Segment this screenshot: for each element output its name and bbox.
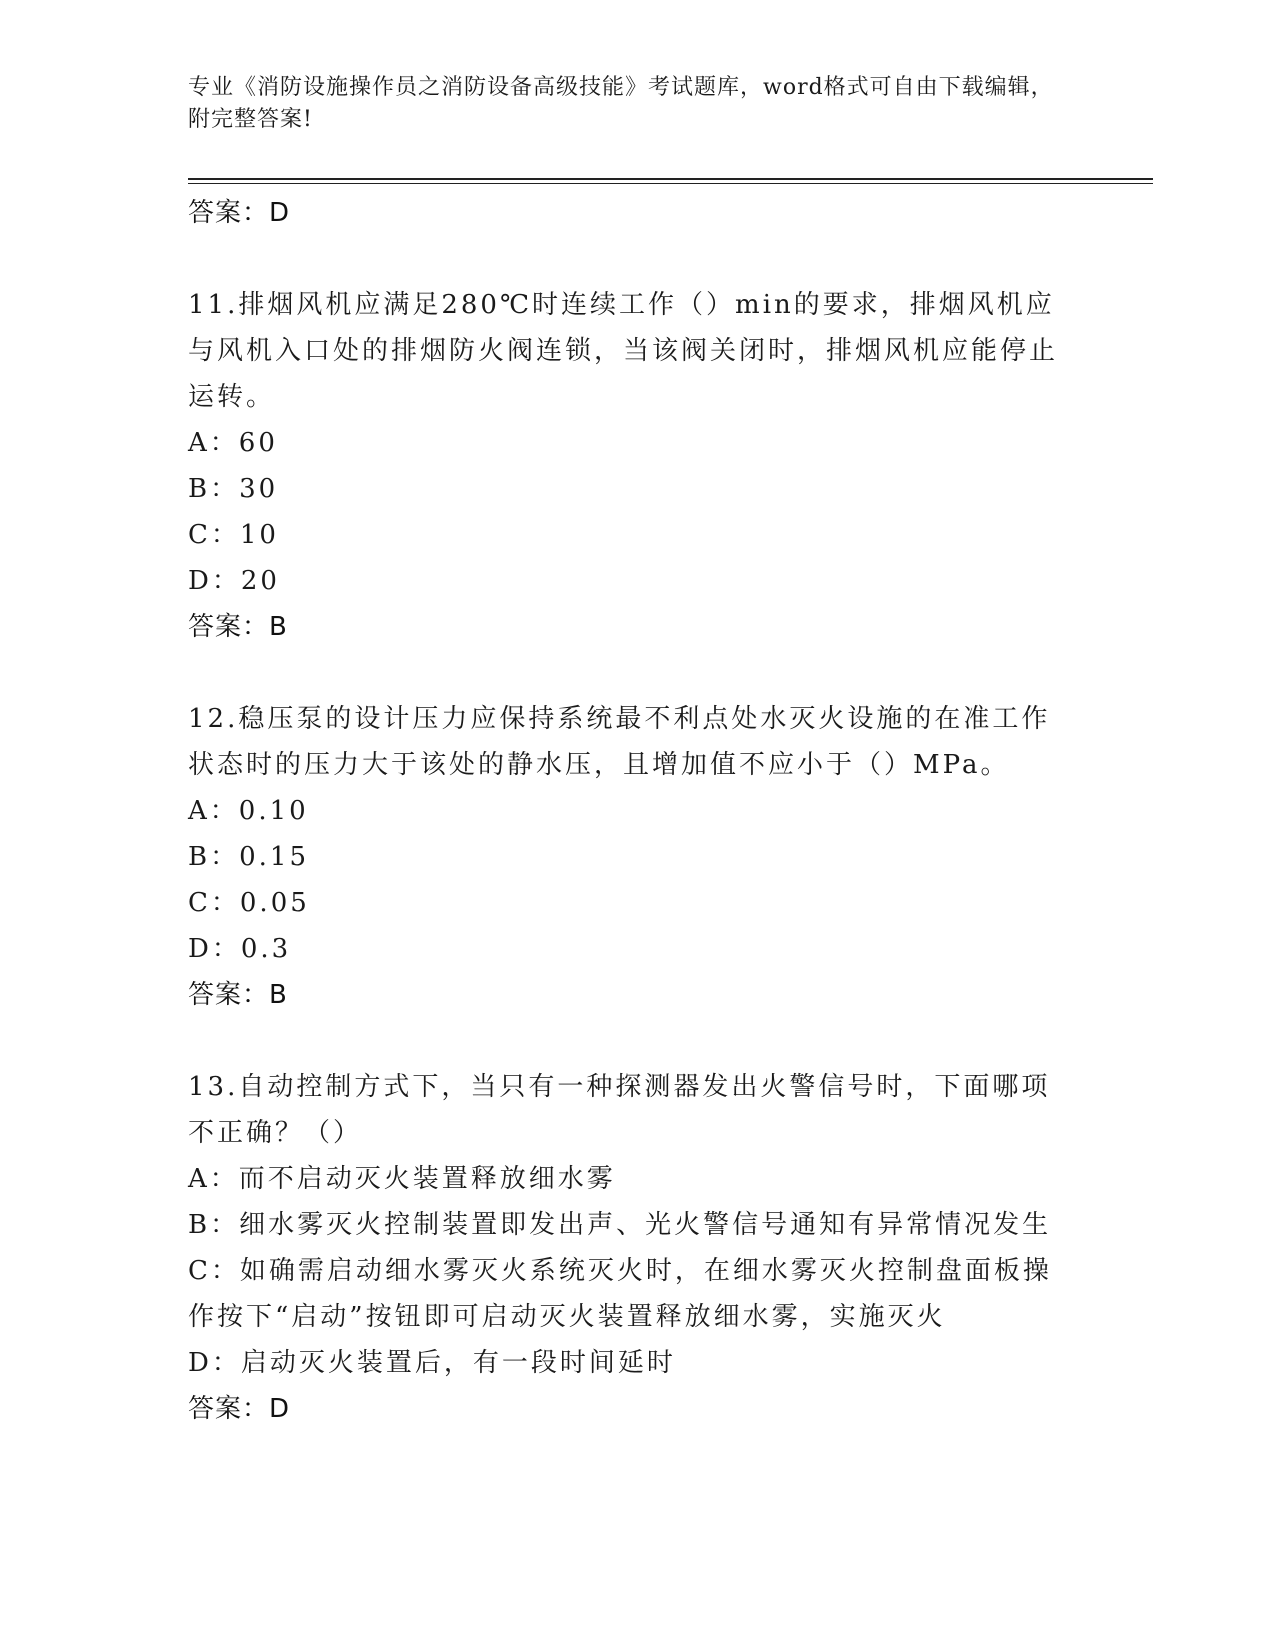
option-c: C：10	[188, 520, 279, 550]
option-a: A：60	[188, 428, 278, 458]
spacer	[188, 650, 1078, 696]
option-b: B：30	[188, 474, 279, 504]
question-12	[188, 696, 1078, 1018]
question-11	[188, 282, 1078, 650]
option-b: B：细水雾灭火控制装置即发出声、光火警信号通知有异常情况发生	[188, 1210, 1052, 1240]
option-a: A：0.10	[188, 796, 309, 826]
question-stem: 11.排烟风机应满足280℃时连续工作（）min的要求，排烟风机应与风机入口处的排烟防火阀连锁，当该阀关闭时，排烟风机应能停止运转。	[188, 290, 1059, 412]
option-d: D：0.3	[188, 934, 292, 964]
question-answer: 答案：B	[188, 980, 288, 1010]
option-d: D：20	[188, 566, 280, 596]
spacer	[188, 236, 1078, 282]
header-divider	[188, 178, 1153, 184]
option-b: B：0.15	[188, 842, 309, 872]
previous-answer: 答案：D	[188, 198, 291, 228]
document-header: 专业《消防设施操作员之消防设备高级技能》考试题库，word格式可自由下载编辑，附完整答案!	[188, 75, 1054, 132]
question-answer: 答案：B	[188, 612, 288, 642]
option-a: A：而不启动灭火装置释放细水雾	[188, 1164, 616, 1194]
question-stem: 12.稳压泵的设计压力应保持系统最不利点处水灭火设施的在准工作状态时的压力大于该处的静水压，且增加值不应小于（）MPa。	[188, 704, 1051, 780]
option-d: D：启动灭火装置后，有一段时间延时	[188, 1348, 676, 1378]
question-stem: 13.自动控制方式下，当只有一种探测器发出火警信号时，下面哪项不正确？（）	[188, 1072, 1051, 1148]
question-list	[188, 190, 1078, 1432]
spacer	[188, 1018, 1078, 1064]
question-13	[188, 1064, 1078, 1432]
option-c: C：0.05	[188, 888, 310, 918]
option-c: C：如确需启动细水雾灭火系统灭火时，在细水雾灭火控制盘面板操作按下“启动”按钮即可启动灭火装置释放细水雾，实施灭火	[188, 1256, 1052, 1332]
question-answer: 答案：D	[188, 1394, 291, 1424]
